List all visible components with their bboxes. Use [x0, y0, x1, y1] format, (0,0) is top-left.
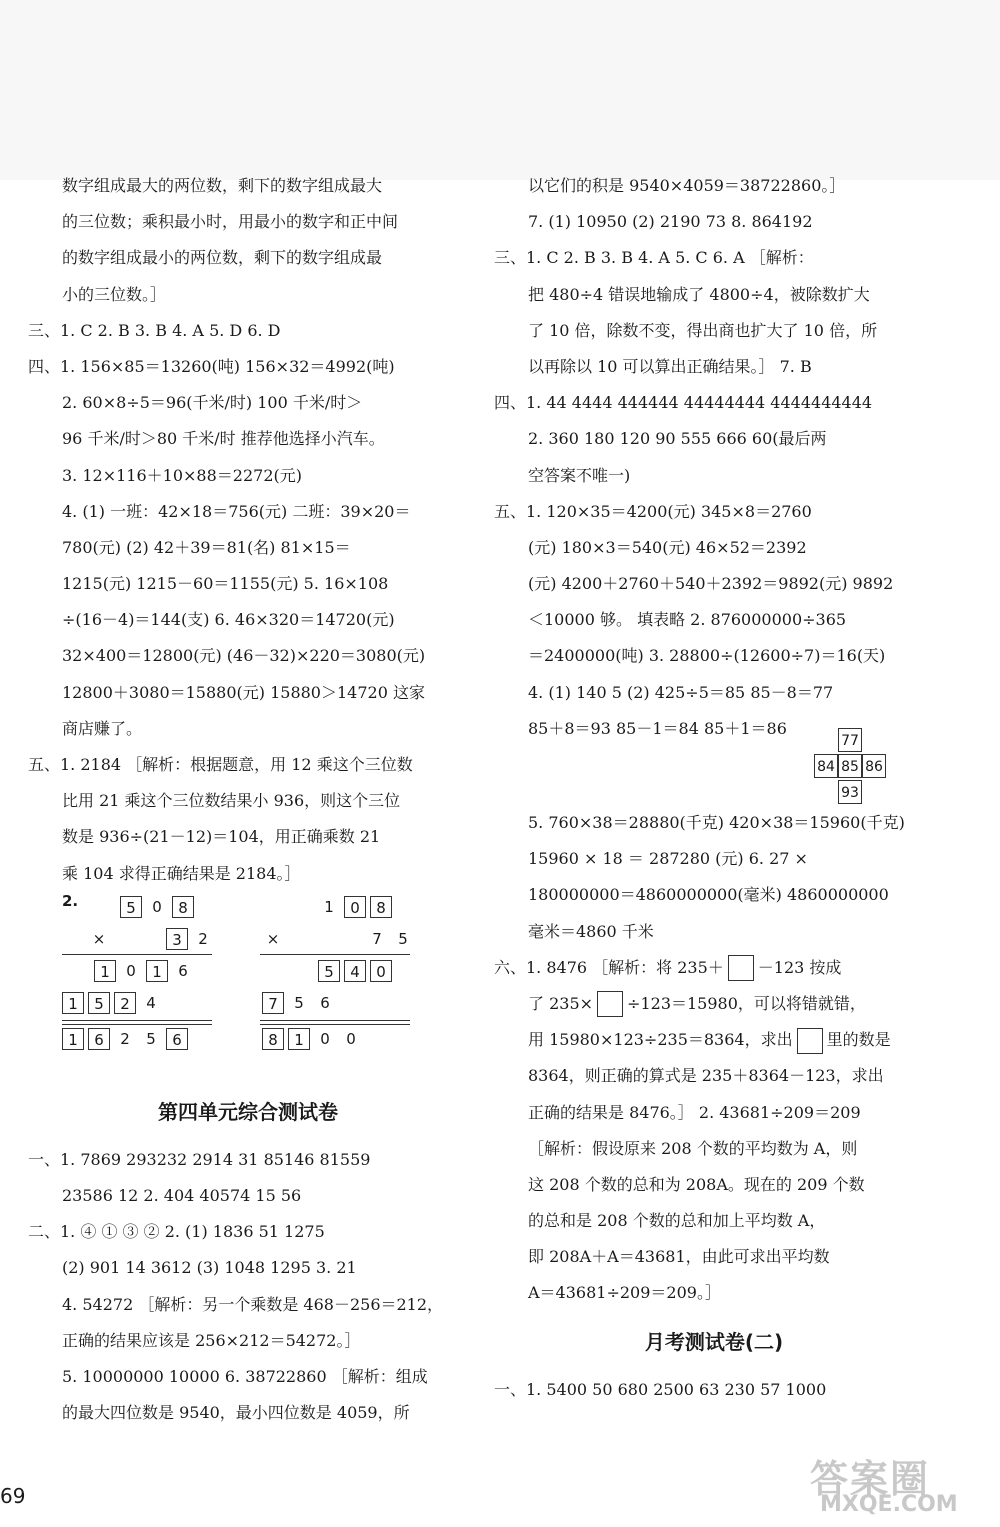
digit-box: 8	[370, 896, 392, 918]
puzzle-b-row1	[318, 896, 396, 918]
text-line: 二、1. ④ ① ③ ② 2. (1) 1836 51 1275	[28, 1222, 325, 1242]
puzzle-a-row2	[88, 928, 218, 950]
double-rule-line	[62, 1020, 212, 1025]
grid-cell-top: 77	[838, 728, 862, 752]
digit-box: 3	[166, 928, 188, 950]
digit: 0	[126, 961, 136, 980]
section-title: 月考测试卷(二)	[644, 1329, 784, 1354]
text-line: 了 10 倍，除数不变，得出商也扩大了 10 倍，所	[528, 320, 878, 340]
digit-box: 4	[344, 960, 366, 982]
digit: 0	[346, 1029, 356, 1048]
puzzle-a-row1	[120, 896, 198, 918]
right-column	[494, 168, 934, 1408]
blank-box	[797, 1028, 823, 1054]
digit-box: 6	[88, 1028, 110, 1050]
grid-cell-left: 84	[814, 754, 838, 778]
puzzle-a-row3	[94, 960, 198, 982]
text-line: 180000000＝4860000000(毫米) 4860000000	[528, 885, 889, 905]
digit-box: 2	[114, 992, 136, 1014]
text-line: 比用 21 乘这个三位数结果小 936，则这个三位	[62, 791, 401, 811]
text-line: 五、1. 120×35＝4200(元) 345×8＝2760	[494, 501, 812, 521]
text-line: 85＋8＝93 85－1＝84 85＋1＝86	[528, 718, 787, 738]
text-line: 12800＋3080＝15880(元) 15880＞14720 这家	[62, 682, 425, 702]
text-line: 毫米＝4860 千米	[528, 921, 654, 941]
rule-line	[62, 954, 212, 955]
digit: 2	[198, 929, 208, 948]
text-line: 数是 936÷(21－12)＝104，用正确乘数 21	[62, 827, 381, 847]
text-line: 1215(元) 1215－60＝1155(元) 5. 16×108	[62, 574, 389, 594]
puzzle-a-row5	[62, 1028, 192, 1050]
digit-box: 1	[288, 1028, 310, 1050]
text-line: 4. (1) 140 5 (2) 425÷5＝85 85－8＝77	[528, 682, 834, 702]
page-top-margin	[0, 0, 1000, 180]
puzzle-label: 2.	[62, 891, 79, 910]
text-line: 96 千米/时＞80 千米/时 推荐他选择小汽车。	[62, 429, 385, 449]
text-line: 3. 12×116＋10×88＝2272(元)	[62, 465, 302, 485]
page-number: 69	[0, 1484, 26, 1508]
digit-box: 5	[318, 960, 340, 982]
left-column	[28, 168, 468, 1431]
text-line: 小的三位数。］	[62, 284, 167, 304]
text-line: 4. (1) 一班：42×18＝756(元) 二班：39×20＝	[62, 501, 411, 521]
text-line: 这 208 个数的总和为 208A。现在的 209 个数	[528, 1174, 865, 1194]
text-line: 正确的结果应该是 256×212＝54272。］	[62, 1330, 361, 1350]
digit-box: 0	[344, 896, 366, 918]
digit: 4	[146, 993, 156, 1012]
rule-line	[260, 954, 410, 955]
digit: 5	[146, 1029, 156, 1048]
watermark	[810, 1448, 958, 1517]
puzzle-a-row4	[62, 992, 166, 1014]
text-line: 的三位数；乘积最小时，用最小的数字和正中间	[62, 212, 399, 232]
times-sign: ×	[92, 929, 106, 948]
multiplication-puzzles	[28, 892, 468, 1082]
grid-cell-center: 85	[838, 754, 862, 778]
text-line: (2) 901 14 3612 (3) 1048 1295 3. 21	[62, 1258, 357, 1278]
digit: 1	[324, 897, 334, 916]
puzzle-b-row4	[262, 992, 340, 1014]
puzzle-b-row2	[262, 928, 418, 950]
text-line: 2. 60×8÷5＝96(千米/时) 100 千米/时＞	[62, 393, 363, 413]
digit-box: 6	[166, 1028, 188, 1050]
grid-cell-right: 86	[862, 754, 886, 778]
digit-box: 5	[120, 896, 142, 918]
text-line: 以它们的积是 9540×4059＝38722860。］	[528, 176, 846, 195]
text-line: 空答案不唯一)	[528, 465, 631, 485]
digit-box: 5	[88, 992, 110, 1014]
grid-cell-bottom: 93	[838, 780, 862, 804]
digit: 0	[152, 897, 162, 916]
text-line: 四、1. 44 4444 444444 44444444 4444444444	[494, 393, 873, 413]
watermark-url: MXQE.COM	[820, 1492, 958, 1517]
digit-box: 1	[62, 992, 84, 1014]
text-line: 商店赚了。	[62, 718, 143, 738]
text-line: 用 15980×123÷235＝8364，求出 里的数是	[494, 1022, 934, 1058]
text-line: 4. 54272 ［解析：另一个乘数是 468－256＝212，	[62, 1294, 444, 1314]
text-line: 六、1. 8476 ［解析：将 235＋ －123 按成	[494, 950, 934, 986]
section-title: 第四单元综合测试卷	[158, 1099, 338, 1124]
digit-box: 0	[370, 960, 392, 982]
digit: 5	[294, 993, 304, 1012]
text-line: 780(元) (2) 42＋39＝81(名) 81×15＝	[62, 537, 351, 557]
text-line: 23586 12 2. 404 40574 15 56	[62, 1185, 302, 1205]
blank-box	[597, 991, 623, 1017]
times-sign: ×	[266, 929, 280, 948]
text-line: 8364，则正确的算式是 235＋8364－123，求出	[528, 1066, 884, 1086]
text-line: ＜10000 够。 填表略 2. 876000000÷365	[528, 610, 847, 630]
text-line: 三、1. C 2. B 3. B 4. A 5. C 6. A ［解析：	[494, 248, 814, 268]
text-line: ÷(16－4)＝144(支) 6. 46×320＝14720(元)	[62, 610, 395, 630]
text-line: A＝43681÷209＝209。］	[528, 1283, 721, 1303]
digit: 7	[372, 929, 382, 948]
watermark-logo: 答案圈	[810, 1457, 931, 1501]
text-line: 的最大四位数是 9540，最小四位数是 4059，所	[62, 1403, 410, 1423]
blank-box	[728, 955, 754, 981]
text-line: 5. 10000000 10000 6. 38722860 ［解析：组成	[62, 1366, 428, 1386]
double-rule-line	[260, 1020, 410, 1025]
digit-box: 1	[62, 1028, 84, 1050]
text-line: 7. (1) 10950 (2) 2190 73 8. 864192	[528, 212, 813, 232]
text-line: ＝2400000(吨) 3. 28800÷(12600÷7)＝16(天)	[528, 646, 886, 666]
text-line: 三、1. C 2. B 3. B 4. A 5. D 6. D	[28, 320, 281, 340]
digit-box: 7	[262, 992, 284, 1014]
text-line: 了 235× ÷123＝15980，可以将错就错，	[494, 986, 934, 1022]
digit: 6	[178, 961, 188, 980]
text-line: 五、1. 2184 ［解析：根据题意，用 12 乘这个三位数	[28, 755, 413, 774]
text-line: 把 480÷4 错误地输成了 4800÷4，被除数扩大	[528, 284, 870, 304]
text-line: (元) 4200＋2760＋540＋2392＝9892(元) 9892	[528, 574, 894, 594]
text-line: (元) 180×3＝540(元) 46×52＝2392	[528, 537, 807, 557]
text-line: 正确的结果是 8476。］ 2. 43681÷209＝209	[528, 1102, 861, 1122]
text-line: 的总和是 208 个数的总和加上平均数 A，	[528, 1211, 826, 1231]
digit: 2	[120, 1029, 130, 1048]
digit-box: 1	[146, 960, 168, 982]
text-line: 数字组成最大的两位数，剩下的数字组成最大	[62, 176, 383, 195]
text-line: 乘 104 求得正确结果是 2184。］	[62, 863, 301, 883]
text-line: 5. 760×38＝28880(千克) 420×38＝15960(千克)	[528, 813, 905, 832]
digit: 5	[398, 929, 408, 948]
text-line: 32×400＝12800(元) (46－32)×220＝3080(元)	[62, 646, 426, 666]
digit-box: 8	[172, 896, 194, 918]
text-line: 15960 × 18 ＝ 287280 (元) 6. 27 ×	[528, 849, 808, 869]
text-line: 一、1. 7869 293232 2914 31 85146 81559	[28, 1149, 371, 1169]
text-line: 的数字组成最小的两位数，剩下的数字组成最	[62, 248, 383, 268]
puzzle-b-row5	[262, 1028, 366, 1050]
digit: 0	[320, 1029, 330, 1048]
text-line: 一、1. 5400 50 680 2500 63 230 57 1000	[494, 1379, 827, 1399]
digit: 6	[320, 993, 330, 1012]
puzzle-b-row3	[318, 960, 396, 982]
text-line: 以再除以 10 可以算出正确结果。］ 7. B	[528, 356, 812, 376]
digit-box: 8	[262, 1028, 284, 1050]
text-line: 2. 360 180 120 90 555 666 60(最后两	[528, 429, 827, 449]
digit-box: 1	[94, 960, 116, 982]
text-line: 四、1. 156×85＝13260(吨) 156×32＝4992(吨)	[28, 356, 395, 376]
text-line: ［解析：假设原来 208 个数的平均数为 A，则	[528, 1138, 858, 1158]
text-line: 即 208A＋A＝43681，由此可求出平均数	[528, 1247, 830, 1267]
